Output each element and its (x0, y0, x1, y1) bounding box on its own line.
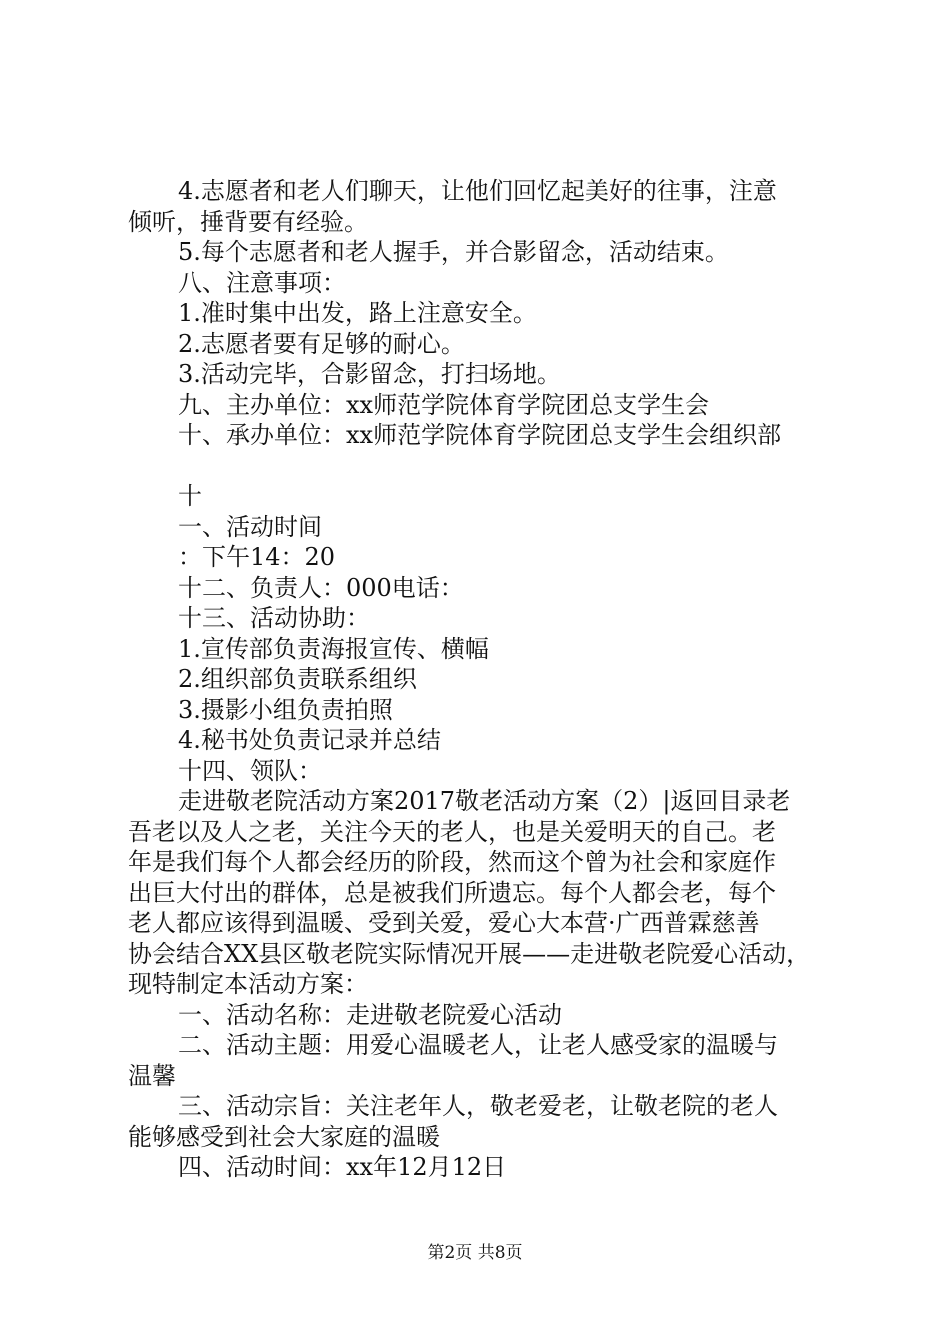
text-line: 走进敬老院活动方案2017敬老活动方案（2）|返回目录老 (178, 787, 791, 815)
text-line: 1.准时集中出发，路上注意安全。 (178, 299, 537, 327)
text-line: 协会结合XX县区敬老院实际情况开展——走进敬老院爱心活动， (128, 939, 811, 968)
text-line: 十四、领队： (178, 756, 322, 785)
text-line: 4.志愿者和老人们聊天，让他们回忆起美好的往事，注意 (178, 177, 777, 205)
text-line: 二、活动主题：用爱心温暖老人，让老人感受家的温暖与 (178, 1031, 778, 1059)
text-line: 能够感受到社会大家庭的温暖 (128, 1122, 440, 1151)
text-line: 吾老以及人之老，关注今天的老人，也是关爱明天的自己。老 (128, 817, 776, 846)
text-line: 5.每个志愿者和老人握手，并合影留念，活动结束。 (178, 238, 729, 266)
text-line: 九、主办单位：xx师范学院体育学院团总支学生会 (178, 390, 710, 419)
text-line: 十 (178, 482, 202, 510)
text-line: 一、活动名称：走进敬老院爱心活动 (178, 1000, 562, 1029)
text-line: 2.志愿者要有足够的耐心。 (178, 329, 465, 358)
text-line: 十三、活动协助： (178, 604, 370, 632)
text-line: 3.活动完毕，合影留念，打扫场地。 (178, 360, 561, 388)
text-line: 八、注意事项： (178, 268, 346, 297)
text-line: 2.组织部负责联系组织 (178, 665, 417, 693)
text-line: 三、活动宗旨：关注老年人，敬老爱老，让敬老院的老人 (178, 1092, 778, 1120)
text-line: 3.摄影小组负责拍照 (178, 695, 393, 724)
text-line: 年是我们每个人都会经历的阶段，然而这个曾为社会和家庭作 (128, 848, 776, 876)
text-line: 现特制定本活动方案： (128, 970, 368, 998)
text-line: 四、活动时间：xx年12月12日 (178, 1153, 507, 1181)
text-line: 一、活动时间 (178, 512, 322, 541)
text-line: 十、承办单位：xx师范学院体育学院团总支学生会组织部 (178, 421, 782, 449)
text-line: 温馨 (128, 1061, 176, 1090)
text-line: 4.秘书处负责记录并总结 (178, 726, 441, 754)
text-line: 倾听，捶背要有经验。 (128, 207, 368, 236)
text-line: 十二、负责人：000电话： (178, 573, 464, 602)
text-line: 老人都应该得到温暖、受到关爱，爱心大本营·广西普霖慈善 (128, 909, 760, 937)
text-line: ：下午14：20 (178, 543, 336, 571)
page-footer: 第2页 共8页 (427, 1243, 523, 1263)
text-line: 1.宣传部负责海报宣传、横幅 (178, 634, 489, 663)
text-line: 出巨大付出的群体，总是被我们所遗忘。每个人都会老，每个 (128, 878, 776, 907)
document-body (128, 176, 838, 1183)
text-line (128, 451, 838, 482)
